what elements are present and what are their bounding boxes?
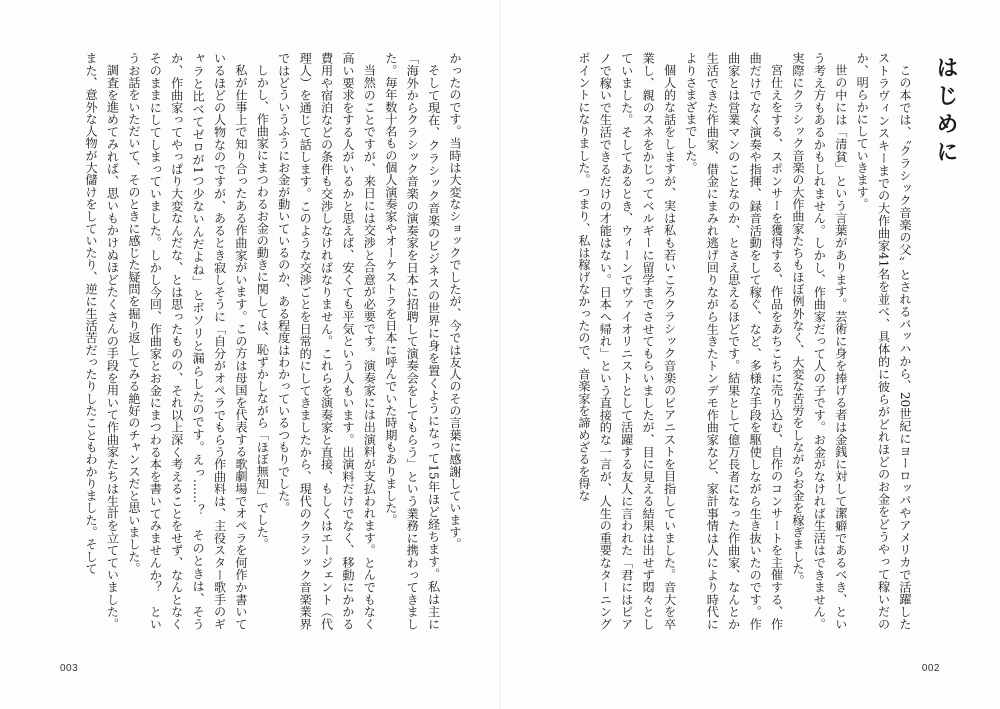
paragraph: 世の中には「清貧」という言葉があります。芸術に身を捧げる者は金銭に対して潔癖であるべき、という考え方もあるかもしれません。しかし、作曲家だって人の子です。お金がなければ生活はできません。実際にクラシック音楽の大作曲家たちもほぼ例外なく、大変な苦労をしながらお金を稼ぎました。 [790,52,848,630]
right-page-body [575,52,915,630]
chapter-title: はじめに [933,56,959,168]
paragraph: 私が仕事上で知り合ったある作曲家がいます。この方は母国を代表する歌劇場でオペラを何作か書いているほどの人物なのですが、あるとき寂しそうに「自分がオペラでもらう作曲料は、主役スター歌手のギャラと比べてゼロが1つ少ないんだよね」とボソリと漏らしたのです。えっ……？ そのときは、そうか、作曲家ってやっぱり大変なんだな、とは思ったものの、それ以上深く考えることをせず、なんとなくそのままにしてしまっていました。しかし今回、作曲家とお金にまつわる本を書いてみませんか？ というお話をいただいて、そのときに感じた疑問を掘り返してみる絶好のチャンスだと思いました。 [126,52,248,630]
page-number: 002 [921,663,940,674]
left-page [0,0,499,709]
paragraph: かったのです。当時は大変なショックでしたが、今では友人のその言葉に感謝しています。 [448,52,462,551]
page-number: 003 [60,663,79,674]
left-page-body [75,52,465,630]
paragraph: この本では、〝クラシック音楽の父〟とされるバッハから、20世紀にヨーロッパやアメリカで活躍したストラヴィンスキーまでの大作曲家41名を並べ、具体的に彼らがどれほどのお金をどうやって稼いだのか、明らかにしていきます。 [855,52,912,630]
paragraph: 個人的な話をしますが、実は私も若いころクラシック音楽のピアニストを目指していました。音大を卒業し、親のスネをかじってベルギーに留学までさせてもらいましたが、目に見える結果は出せず悶々としていました。そしてあるとき、ウィーンでヴァイオリニストとして活躍する友人に言われた「君にはピアノで稼いで生活できるだけの才能はない。日本へ帰れ」という直接的な一言が、人生の重要なターニングポイントになりました。つまり、私は稼げなかったので、音楽家を諦めざるを得な [576,52,677,630]
paragraph: 調査を進めてみれば、思いもかけぬほどたくさんの手段を用いて作曲家たちは生計を立てていました。また、意外な人物が大儲けをしていたり、逆に生活苦だったりしたこともわかりました。そして [84,52,120,630]
paragraph: 当然のことですが、来日には交渉と合意が必要です。演奏家には出演料が支払われます。とんでもなく高い要求をする人がいるかと思えば、安くても平気という人もいます。出演料だけでなく、移動にかかる費用や宿泊などの条件も交渉しなければなりません。これらを演奏家と直接、もしくはエージェント（代理人）を通じて話します。このような交渉ごとを日常的にしてきましたから、現代のクラシック音楽業界ではどういうふうにお金が動いているのか、ある程度はわかっているつもりでした。 [276,52,377,630]
right-page [501,0,1000,709]
paragraph: そして現在、クラシック音楽のビジネスの世界に身を置くようになって15年ほど経ちます。私は主に「海外からクラシック音楽の演奏家を日本に招聘して演奏会をしてもらう」という業務に携わってきました。毎年数十名もの個人演奏家やオーケストラを日本に呼んでいた時期もありました。 [383,52,441,630]
paragraph: 宮仕えをする、スポンサーを獲得する、作品をあちこちに売り込む、自作のコンサートを主催する、作曲だけでなく演奏や指揮、録音活動をして稼ぐ、など、多様な手段を駆使しながら生き抜いたのです。作曲家とは営業マンのことなのか、とさえ思えるほどです。結果として億万長者になった作曲家、なんとか生活できた作曲家、借金にまみれ逃げ回りながら生きたトンデモ作曲家など、家計事情は人により時代によりさまざまでした。 [683,52,784,630]
paragraph: しかし、作曲家にまつわるお金の動きに関しては、恥ずかしながら「ほぼ無知」でした。 [255,64,270,551]
